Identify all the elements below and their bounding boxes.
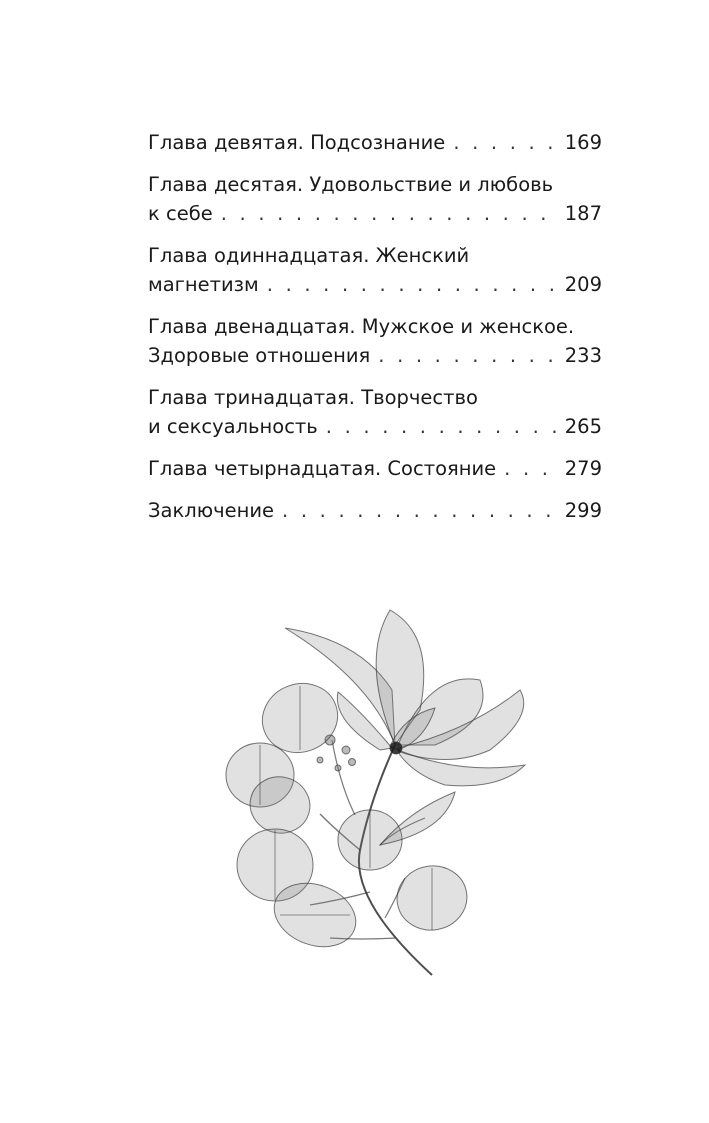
toc-entry-title: Заключение [148,499,275,522]
toc-entry-title: Глава десятая. Удовольствие и любовь [148,173,554,196]
toc-entry-title-continued: магнетизм [148,273,259,296]
toc-entry-line [148,312,602,341]
toc-entry-title: Глава девятая. Подсознание [148,131,446,154]
dot-leader [267,270,557,299]
toc-entry-line [148,341,602,370]
dot-leader [221,199,557,228]
toc-entry-title: Глава тринадцатая. Творчество [148,386,478,409]
toc-entry[interactable] [148,170,602,228]
table-of-contents [148,128,602,538]
toc-page-number: 299 [564,499,602,522]
dot-leader [504,454,557,483]
toc-entry-title: Глава одиннадцатая. Женский [148,244,470,267]
toc-entry-line [148,270,602,299]
toc-entry-line [148,128,602,157]
toc-page-number: 209 [564,273,602,296]
toc-entry[interactable] [148,241,602,299]
dot-leader [378,341,556,370]
toc-entry-line [148,496,602,525]
toc-entry-title: Глава четырнадцатая. Состояние [148,457,497,480]
toc-page-number: 233 [564,344,602,367]
dot-leader [453,128,556,157]
dot-leader [282,496,557,525]
toc-entry-line [148,170,602,199]
toc-entry-line [148,383,602,412]
toc-entry-line [148,241,602,270]
toc-entry-line [148,412,602,441]
toc-entry-title: Глава двенадцатая. Мужское и женское. [148,315,575,338]
toc-entry[interactable] [148,383,602,441]
flower-illustration-icon [220,600,540,980]
toc-page-number: 187 [564,202,602,225]
toc-page-number: 265 [564,415,602,438]
toc-entry-title-continued: к себе [148,202,213,225]
toc-entry[interactable] [148,312,602,370]
toc-entry[interactable] [148,496,602,525]
dot-leader [326,412,557,441]
toc-entry[interactable] [148,128,602,157]
toc-page-number: 169 [564,131,602,154]
toc-entry-line [148,199,602,228]
toc-page-number: 279 [564,457,602,480]
toc-entry-line [148,454,602,483]
toc-entry[interactable] [148,454,602,483]
toc-entry-title-continued: Здоровые отношения [148,344,371,367]
toc-entry-title-continued: и сексуальность [148,415,318,438]
